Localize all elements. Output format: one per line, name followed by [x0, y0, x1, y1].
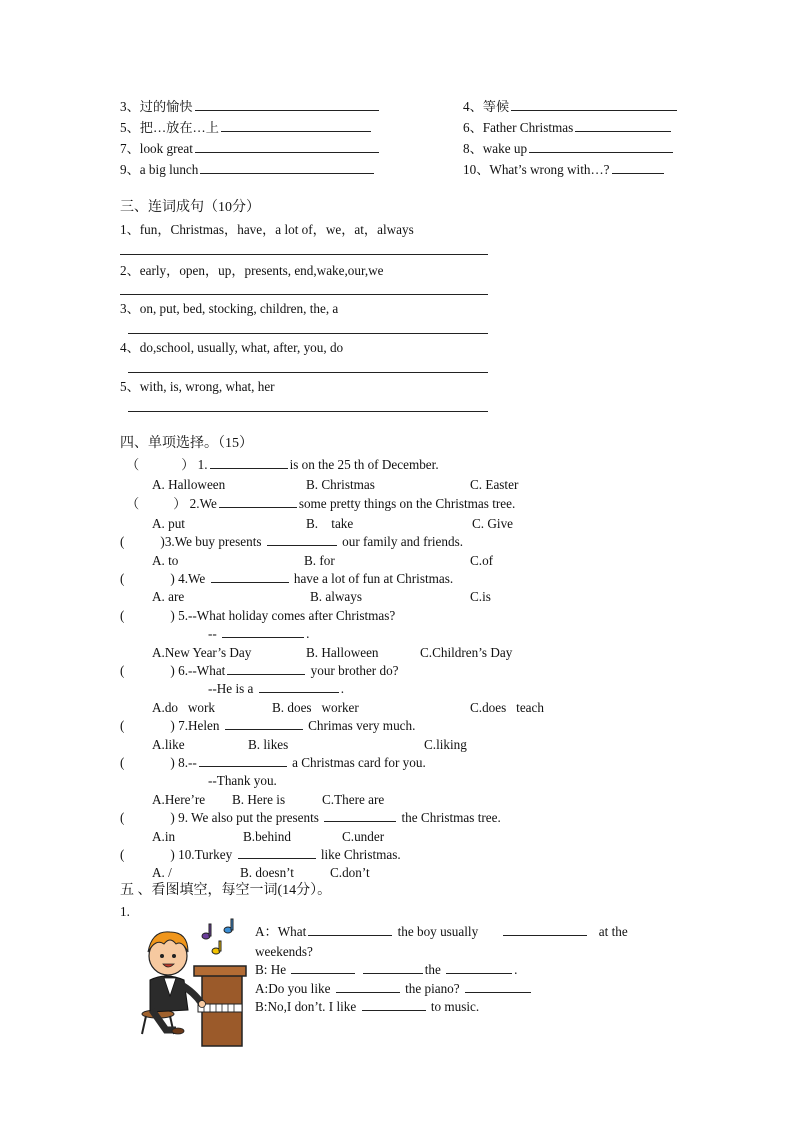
section-3-item-4: 4、do,school, usually, what, after, you, do — [120, 340, 344, 355]
q5-blank[interactable] — [222, 625, 304, 638]
q6-blank[interactable] — [227, 662, 305, 675]
question-2: （ ） 2.We some pretty things on the Christmas tree. — [126, 496, 516, 511]
question-6: ( ) 6.--What your brother do? — [120, 663, 399, 678]
question-3: ( )3.We buy presents our family and friends. — [120, 534, 463, 549]
q2-blank[interactable] — [219, 495, 297, 508]
dialog-blank-4[interactable] — [363, 961, 423, 974]
answer-line-4[interactable] — [128, 372, 488, 373]
q1-option-c[interactable]: C. Easter — [470, 477, 519, 492]
q5-option-b[interactable]: B. Halloween — [306, 645, 379, 660]
q3-option-a[interactable]: A. to — [152, 553, 179, 568]
q6-option-c[interactable]: C.does teach — [470, 700, 544, 715]
question-5: ( ) 5.--What holiday comes after Christmas? — [120, 608, 396, 623]
boy-playing-piano-icon — [136, 918, 248, 1048]
q3-option-b[interactable]: B. for — [304, 553, 335, 568]
q5-option-c[interactable]: C.Children’s Day — [420, 645, 513, 660]
dialog-blank-1[interactable] — [308, 923, 392, 936]
q8-option-b[interactable]: B. Here is — [232, 792, 286, 807]
q10-option-c[interactable]: C.don’t — [330, 865, 370, 880]
q7-blank[interactable] — [225, 717, 303, 730]
vocab-item-8: 8、wake up — [463, 140, 675, 157]
q1-option-a[interactable]: A. Halloween — [152, 477, 226, 492]
dialog-line-3: B: He the . — [255, 962, 518, 977]
question-8: ( ) 8.-- a Christmas card for you. — [120, 755, 426, 770]
section-5-title: 五 、看图填空，每空一词(14分）。 — [120, 883, 332, 898]
dialog-line-1: A：What the boy usually at the — [255, 924, 628, 939]
q10-option-a[interactable]: A. / — [152, 865, 172, 880]
q2-option-b[interactable]: B. take — [306, 516, 354, 531]
section-3-item-5: 5、with, is, wrong, what, her — [120, 379, 275, 394]
answer-line-2[interactable] — [120, 294, 488, 295]
q3-option-c[interactable]: C.of — [470, 553, 494, 568]
q10-blank[interactable] — [238, 846, 316, 859]
vocab-item-4: 4、等候 — [463, 98, 679, 115]
q6-option-a[interactable]: A.do work — [152, 700, 216, 715]
dialog-blank-5[interactable] — [446, 961, 512, 974]
q9-option-a[interactable]: A.in — [152, 829, 176, 844]
section-3-item-1: 1、fun，Christmas，have，a lot of，we，at，always — [120, 222, 414, 237]
q8-option-a[interactable]: A.Here’re — [152, 792, 206, 807]
q6-option-b[interactable]: B. does worker — [272, 700, 359, 715]
q5-option-a[interactable]: A.New Year’s Day — [152, 645, 252, 660]
section-3-item-3: 3、on, put, bed, stocking, children, the, a — [120, 301, 339, 316]
q6-answer-line: --He is a . — [208, 681, 344, 696]
question-9: ( ) 9. We also put the presents the Christmas tree. — [120, 810, 501, 825]
q8-blank[interactable] — [199, 754, 287, 767]
question-4: ( ) 4.We have a lot of fun at Christmas. — [120, 571, 454, 586]
dialog-line-4: A:Do you like the piano? — [255, 980, 533, 997]
q6-blank-2[interactable] — [259, 680, 339, 693]
vocab-item-6: 6、Father Christmas — [463, 119, 673, 136]
dialog-blank-2[interactable] — [503, 923, 587, 936]
dialog-blank-8[interactable] — [362, 998, 426, 1011]
q7-option-a[interactable]: A.like — [152, 737, 185, 752]
vocab-item-9: 9、a big lunch — [120, 161, 376, 178]
q1-blank[interactable] — [210, 456, 288, 469]
vocab-item-10: 10、What’s wrong with…? — [463, 161, 666, 178]
question-10: ( ) 10.Turkey like Christmas. — [120, 847, 401, 862]
q2-option-a[interactable]: A. put — [152, 516, 185, 531]
dialog-blank-7[interactable] — [465, 980, 531, 993]
vocab-item-7: 7、look great — [120, 140, 381, 157]
vocab-item-3: 3、过的愉快 — [120, 98, 381, 115]
section-5-question-number: 1. — [120, 904, 130, 919]
q4-blank[interactable] — [211, 570, 289, 583]
answer-line-5[interactable] — [128, 411, 488, 412]
section-3-item-2: 2、early，open，up，presents, end,wake,our,we — [120, 263, 384, 278]
q2-option-c[interactable]: C. Give — [472, 516, 514, 531]
q9-blank[interactable] — [324, 809, 396, 822]
q8-reply: --Thank you. — [208, 773, 277, 788]
q1-option-b[interactable]: B. Christmas — [306, 477, 375, 492]
q10-option-b[interactable]: B. doesn’t — [240, 865, 294, 880]
dialog-blank-6[interactable] — [336, 980, 400, 993]
q8-option-c[interactable]: C.There are — [322, 792, 385, 807]
q7-option-c[interactable]: C.liking — [424, 737, 467, 752]
dialog-blank-3[interactable] — [291, 961, 355, 974]
q5-answer-line: -- . — [208, 626, 310, 641]
question-7: ( ) 7.Helen Chrimas very much. — [120, 718, 416, 733]
answer-line-1[interactable] — [120, 254, 488, 255]
vocab-item-5: 5、把…放在…上 — [120, 119, 373, 136]
dialog-line-2: weekends? — [255, 944, 313, 959]
q9-option-c[interactable]: C.under — [342, 829, 385, 844]
section-4-title: 四、单项选择。（15） — [120, 436, 253, 451]
answer-line-3[interactable] — [128, 333, 488, 334]
q4-option-b[interactable]: B. always — [310, 589, 363, 604]
q9-option-b[interactable]: B.behind — [243, 829, 291, 844]
dialog-line-5: B:No,I don’t. I like to music. — [255, 999, 480, 1014]
question-1: （ ） 1. is on the 25 th of December. — [126, 457, 439, 472]
q7-option-b[interactable]: B. likes — [248, 737, 289, 752]
section-3-title: 三、连词成句（10分） — [120, 200, 260, 215]
q3-blank[interactable] — [267, 533, 337, 546]
q4-option-a[interactable]: A. are — [152, 589, 185, 604]
q4-option-c[interactable]: C.is — [470, 589, 491, 604]
